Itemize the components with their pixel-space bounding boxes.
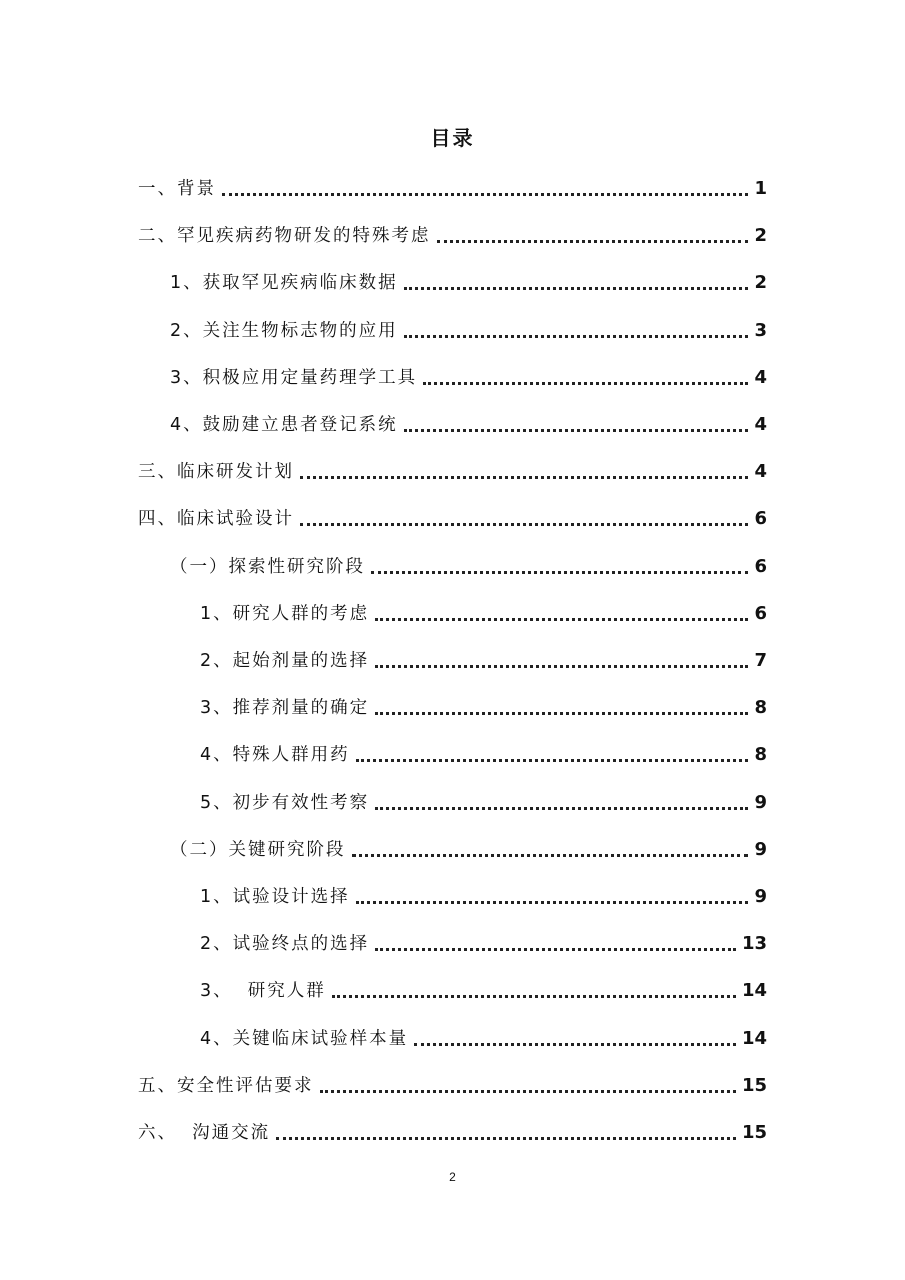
toc-entry-label: 三、临床研发计划 (138, 462, 294, 483)
toc-entry-label: 一、背景 (138, 179, 216, 199)
toc-entry[interactable] (200, 774, 767, 814)
toc-dot-leader (300, 523, 748, 526)
toc-entry[interactable] (200, 632, 767, 672)
toc-entry-page: 4 (754, 414, 767, 435)
toc-entry-label: 五、安全性评估要求 (138, 1075, 314, 1096)
toc-entry-label: 1、研究人群的考虑 (200, 603, 370, 624)
toc-entry-label: 2、起始剂量的选择 (200, 651, 370, 671)
toc-entry-label: 2、关注生物标志物的应用 (170, 320, 398, 341)
toc-dot-leader (332, 995, 736, 998)
toc-entry-page: 6 (754, 555, 767, 577)
toc-dot-leader (375, 948, 736, 951)
toc-entry[interactable] (138, 160, 767, 200)
toc-entry-page: 4 (754, 366, 767, 388)
toc-entry[interactable] (170, 821, 767, 861)
toc-entry-page: 4 (754, 461, 767, 483)
toc-entry[interactable] (200, 1010, 767, 1050)
toc-dot-leader (352, 854, 749, 857)
toc-dot-leader (375, 665, 748, 668)
toc-entry-page: 8 (754, 744, 767, 766)
toc-entry[interactable] (200, 726, 767, 766)
toc-entry[interactable] (200, 915, 767, 955)
toc-dot-leader (356, 901, 749, 904)
toc-dot-leader (414, 1043, 736, 1046)
toc-entry[interactable] (170, 302, 767, 342)
toc-entry-label: （一）探索性研究阶段 (170, 556, 365, 577)
toc-dot-leader (371, 571, 748, 574)
toc-entry-page: 15 (741, 1074, 767, 1096)
toc-entry-label: 二、罕见疾病药物研发的特殊考虑 (138, 226, 431, 247)
toc-dot-leader (375, 618, 748, 621)
page-title: 目录 (430, 126, 475, 150)
toc-entry-page: 6 (754, 602, 767, 624)
toc-entry-page: 9 (754, 886, 767, 907)
toc-dot-leader (320, 1090, 736, 1093)
toc-entry[interactable] (138, 443, 767, 483)
toc-entry-page: 15 (741, 1122, 767, 1143)
toc-dot-leader (300, 476, 748, 479)
toc-entry-label: 2、试验终点的选择 (200, 934, 370, 955)
toc-dot-leader (375, 807, 748, 810)
toc-dot-leader (404, 287, 749, 290)
toc-entry[interactable] (170, 254, 767, 294)
toc-entry-label: 六、 沟通交流 (138, 1123, 271, 1143)
toc-entry[interactable] (170, 396, 767, 436)
toc-entry-label: 1、试验设计选择 (200, 887, 350, 907)
toc-entry-label: 3、 研究人群 (200, 981, 326, 1002)
toc-entry[interactable] (138, 1057, 767, 1097)
toc-dot-leader (404, 429, 749, 432)
toc-entry-page: 14 (741, 1027, 767, 1049)
toc-dot-leader (375, 712, 748, 715)
toc-entry-page: 14 (741, 980, 767, 1002)
toc-entry[interactable] (138, 1104, 767, 1144)
toc-entry-page: 2 (754, 272, 767, 294)
toc-entry-page: 6 (754, 508, 767, 530)
toc-dot-leader (276, 1137, 736, 1140)
toc-entry[interactable] (200, 868, 767, 908)
toc-entry[interactable] (138, 490, 767, 530)
toc-dot-leader (437, 240, 749, 243)
toc-entry-page: 2 (754, 225, 767, 247)
toc-entry-label: 4、关键临床试验样本量 (200, 1028, 409, 1049)
toc-dot-leader (404, 335, 749, 338)
toc-entry[interactable] (138, 207, 767, 247)
toc-entry[interactable] (200, 679, 767, 719)
toc-dot-leader (356, 759, 749, 762)
toc-entry-label: 4、特殊人群用药 (200, 745, 350, 766)
toc-entry[interactable] (170, 349, 767, 389)
toc-entry-label: 3、推荐剂量的确定 (200, 698, 370, 719)
toc-entry-label: （二）关键研究阶段 (170, 839, 346, 860)
toc-entry-label: 4、鼓励建立患者登记系统 (170, 415, 398, 435)
toc-entry-label: 1、获取罕见疾病临床数据 (170, 273, 398, 294)
toc-entry[interactable] (170, 538, 767, 578)
toc-dot-leader (423, 382, 748, 385)
toc-dot-leader (222, 193, 748, 196)
toc-entry-page: 9 (754, 791, 767, 813)
toc-entry[interactable] (200, 962, 767, 1002)
toc-entry-page: 8 (754, 697, 767, 719)
toc-entry-page: 13 (741, 933, 767, 955)
toc-entry-page: 1 (754, 178, 767, 199)
page-number: 2 (449, 1170, 456, 1184)
toc-entry-label: 5、初步有效性考察 (200, 792, 370, 813)
toc-entry-page: 3 (754, 319, 767, 341)
toc-entry-label: 四、临床试验设计 (138, 509, 294, 530)
toc-entry-page: 9 (754, 838, 767, 860)
toc-entry-label: 3、积极应用定量药理学工具 (170, 367, 418, 388)
toc-entry-page: 7 (754, 650, 767, 671)
toc-entry[interactable] (200, 585, 767, 625)
